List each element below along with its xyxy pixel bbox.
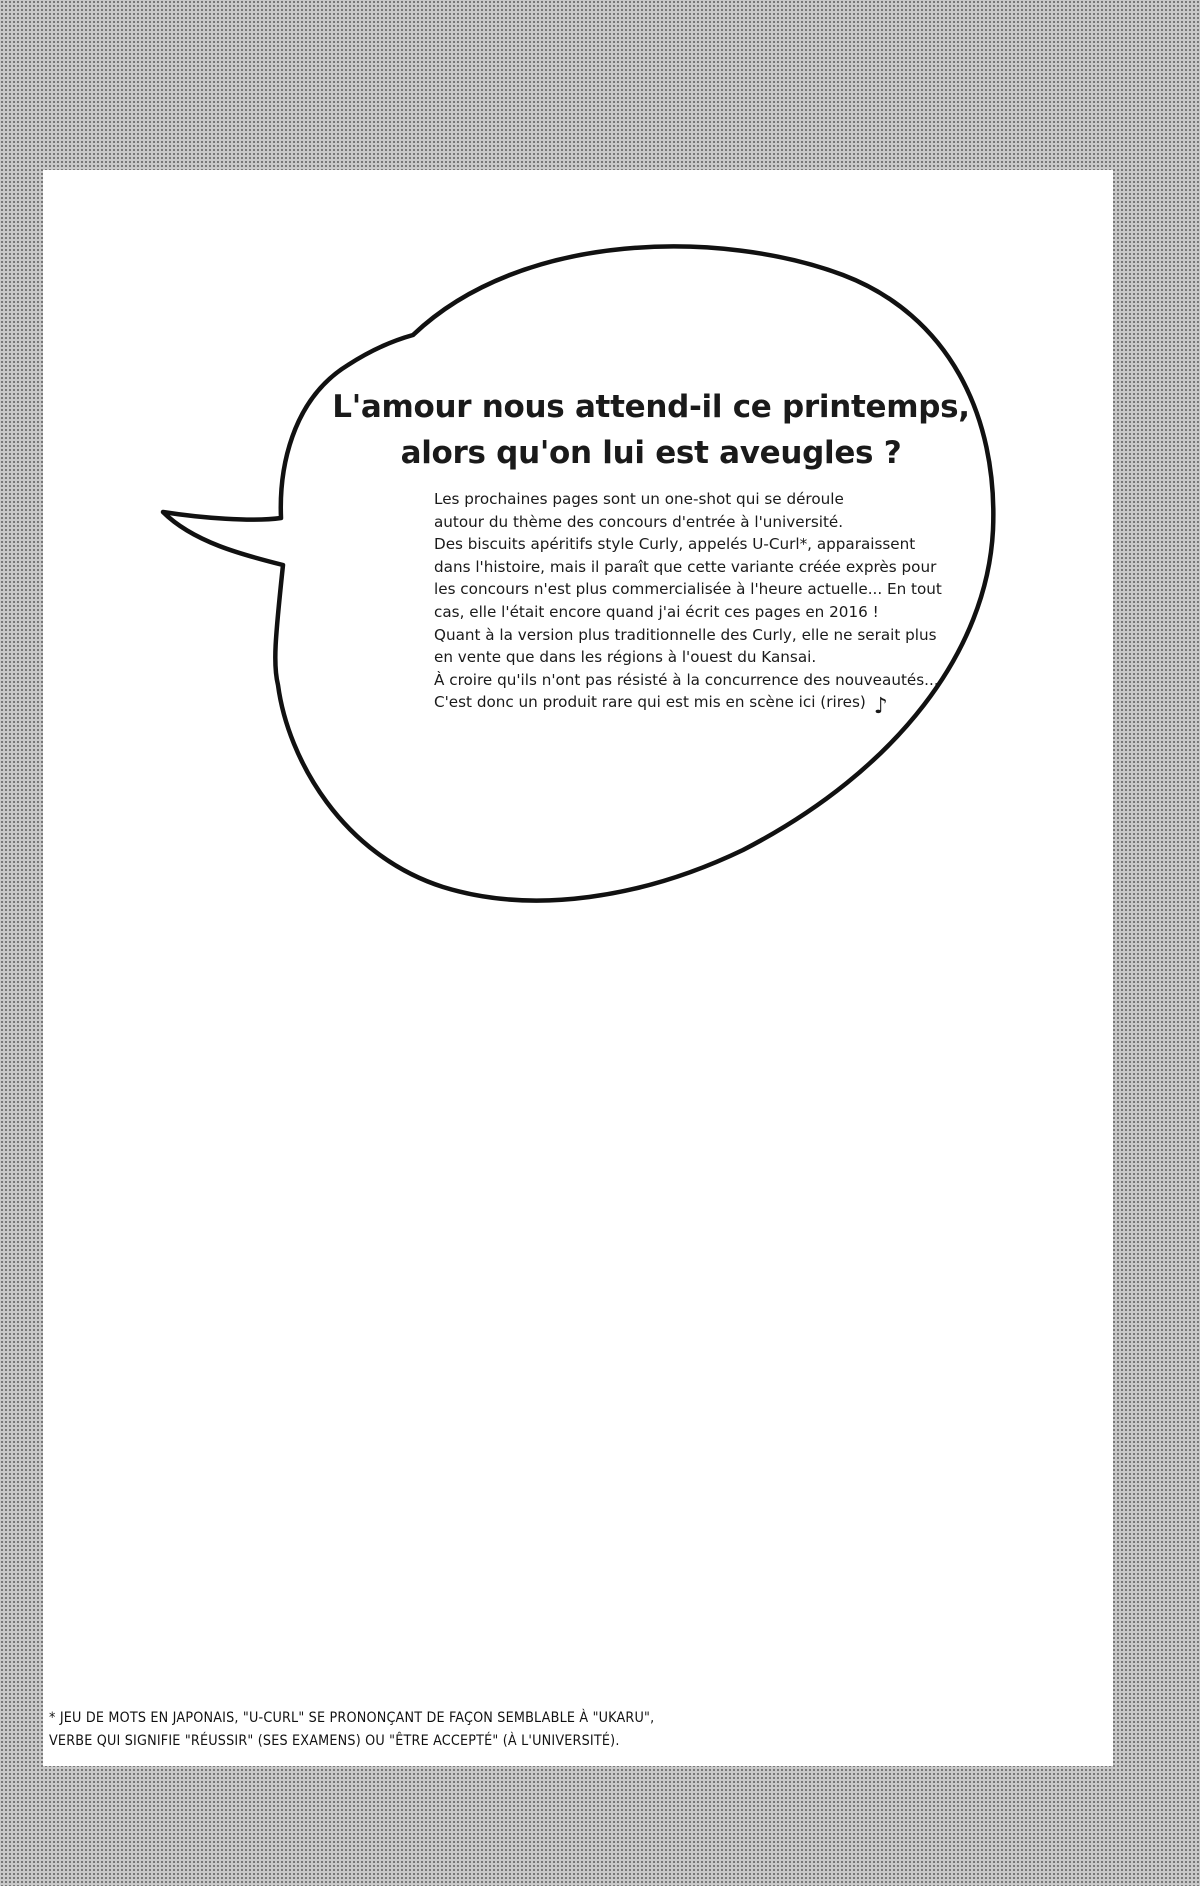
bubble-title-line: alors qu'on lui est aveugles ? (400, 435, 902, 471)
bubble-title-line: L'amour nous attend-il ce printemps, (332, 389, 970, 425)
bubble-body-line: dans l'histoire, mais il paraît que cette variante créée exprès pour (434, 557, 937, 576)
bubble-body-line-text: C'est donc un produit rare qui est mis en scène ici (rires) (434, 693, 866, 712)
footnote (49, 1707, 654, 1753)
footnote-line: * JEU DE MOTS EN JAPONAIS, "U-CURL" SE PRONONÇANT DE FAÇON SEMBLABLE À "UKARU", (49, 1710, 655, 1726)
bubble-body-line: autour du thème des concours d'entrée à l'université. (434, 512, 844, 531)
bubble-body-line: cas, elle l'était encore quand j'ai écrit ces pages en 2016 ! (434, 602, 879, 621)
music-note-icon: ♪ (873, 694, 888, 720)
bubble-body-line: Les prochaines pages sont un one-shot qui se déroule (434, 490, 844, 508)
bubble-text-block (321, 384, 981, 720)
bubble-body-line: en vente que dans les régions à l'ouest du Kansai. (434, 648, 817, 667)
manga-page (43, 170, 1113, 1766)
footnote-line: VERBE QUI SIGNIFIE "RÉUSSIR" (SES EXAMENS) OU "ÊTRE ACCEPTÉ" (À L'UNIVERSITÉ). (49, 1733, 620, 1749)
bubble-body-line-last (434, 691, 979, 720)
bubble-title (321, 384, 981, 476)
bubble-body (434, 488, 979, 720)
bubble-body-line: Des biscuits apéritifs style Curly, appelés U-Curl*, apparaissent (434, 535, 916, 554)
bubble-body-line: Quant à la version plus traditionnelle des Curly, elle ne serait plus (434, 625, 937, 644)
bubble-body-line: À croire qu'ils n'ont pas résisté à la concurrence des nouveautés... (434, 670, 939, 689)
bubble-body-line: les concours n'est plus commercialisée à l'heure actuelle... En tout (434, 580, 942, 599)
